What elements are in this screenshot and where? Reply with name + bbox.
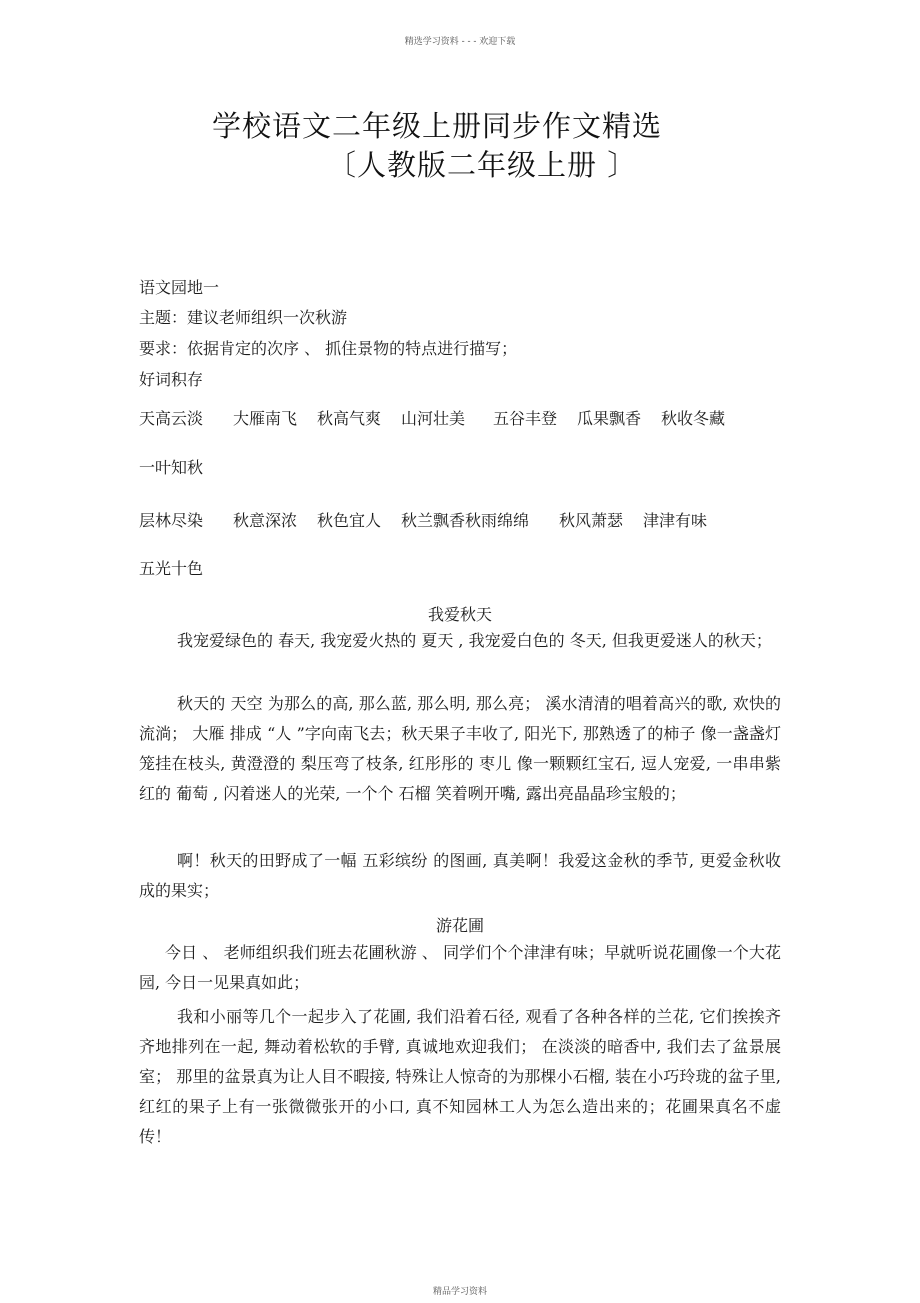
word-row-3 [139,508,707,531]
word-item: 津津有味 [643,511,708,530]
essay1-paragraph: 我宠爱绿色的 春天, 我宠爱火热的 夏天 , 我宠爱白色的 冬天, 但我更爱迷人的秋天； [177,631,772,650]
word-item: 大雁南飞 [233,409,298,428]
word-item: 秋风萧瑟 [559,511,624,530]
word-item: 瓜果飘香 [577,409,642,428]
page-footer-note: 精品学习资料 [432,1287,487,1297]
requirement-line: 要求：依据肯定的次序 、 抓住景物的特点进行描写； [139,339,518,358]
document-title: 学校语文二年级上册同步作文精选 [212,109,663,143]
essay1-paragraph: 啊！秋天的田野成了一幅 五彩缤纷 的图画, 真美啊！我爱这金秋的季节, 更爱金秋收成的果实； [139,851,781,900]
essay1-title: 我爱秋天 [427,605,492,624]
page-header-note: 精选学习资料 - - - 欢迎下载 [404,37,516,47]
theme-line: 主题：建议老师组织一次秋游 [139,308,348,327]
word-row-2 [139,455,203,478]
essay2-paragraph: 今日 、 老师组织我们班去花圃秋游 、 同学们个个津津有味；早就听说花圃像一个大花园, 今日一见果真如此； [139,943,781,992]
word-item: 秋收冬藏 [661,409,726,428]
word-item: 秋色宜人 [317,511,382,530]
good-words-label: 好词积存 [139,370,204,389]
essay1-paragraph: 秋天的 天空 为那么的高, 那么蓝, 那么明, 那么亮； 溪水清清的唱着高兴的歌, 欢快的流淌； 大雁 排成 “人 ”字向南飞去；秋天果子丰收了, 阳光下, 那熟透了的柿子 像一盏盏灯笼挂在枝头, 黄澄澄的 梨压弯了枝条, 红彤彤的 枣儿 像一颗颗红宝石, 逗人宠爱, 一串串紫红的 葡萄 , 闪着迷人的光荣, 一个个 石榴 笑着咧开嘴, 露出亮晶晶珍宝般的； [139,694,781,803]
word-item: 秋兰飘香秋雨绵绵 [401,511,530,530]
word-item: 一叶知秋 [139,458,204,477]
word-row-1 [139,406,725,429]
essay2-title: 游花圃 [435,916,484,935]
word-item: 天高云淡 [139,409,204,428]
word-item: 秋意深浓 [233,511,298,530]
word-item: 层林尽染 [139,511,204,530]
word-item: 山河壮美 [401,409,466,428]
word-item: 五光十色 [139,559,204,578]
essay2-paragraph: 我和小丽等几个一起步入了花圃, 我们沿着石径, 观看了各种各样的兰花, 它们挨挨齐齐地排列在一起, 舞动着松软的手臂, 真诚地欢迎我们； 在淡淡的暗香中, 我们去了盆景展室； 那里的盆景真为让人目不暇接, 特殊让人惊奇的为那棵小石榴, 装在小巧玲珑的盆子里, 红红的果子上有一张微微张开的小口, 真不知园林工人为怎么造出来的；花圃果真名不虚传！ [139,1007,781,1146]
word-item: 五谷丰登 [493,409,558,428]
document-subtitle: 〔人教版二年级上册 〕 [327,148,638,182]
word-row-4 [139,556,203,579]
word-item: 秋高气爽 [317,409,382,428]
garden-label: 语文园地一 [139,278,220,297]
